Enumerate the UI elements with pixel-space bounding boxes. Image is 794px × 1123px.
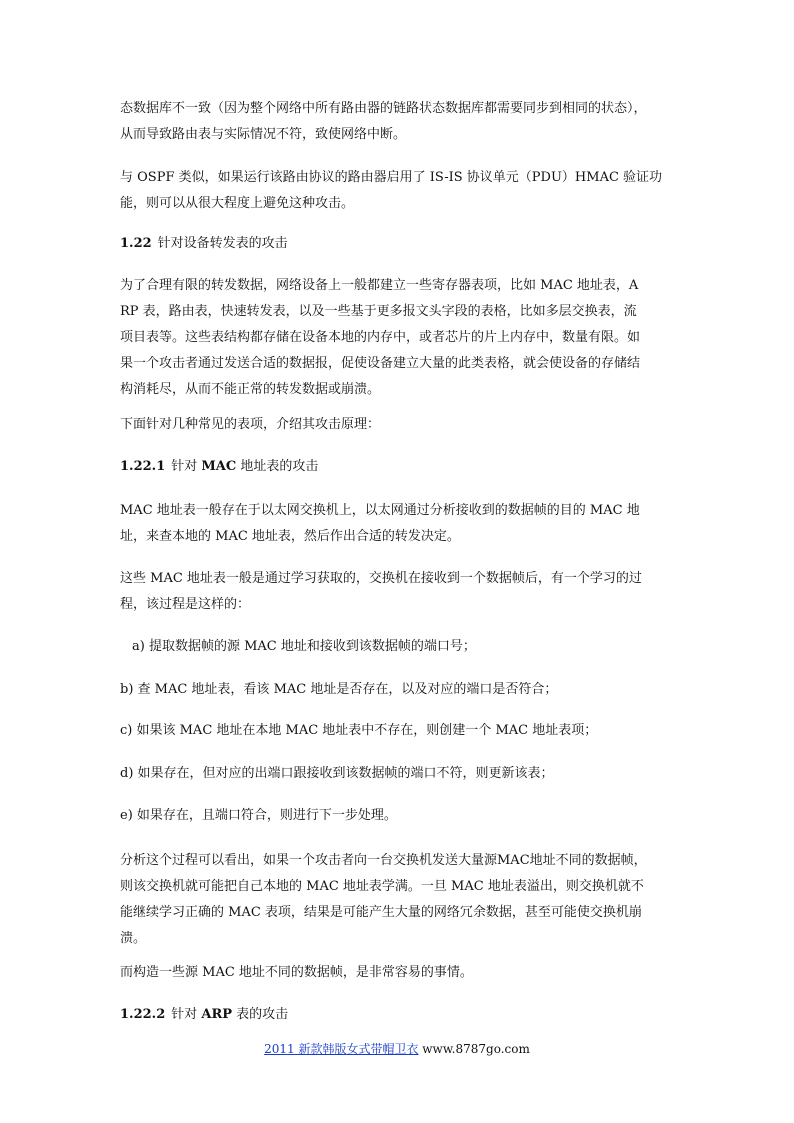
heading-number: 1.22.1 bbox=[120, 459, 166, 474]
paragraph-forwarding-tables bbox=[120, 273, 680, 403]
text-line: 从而导致路由表与实际情况不符，致使网络中断。 bbox=[120, 127, 407, 142]
paragraph-link-state-tail bbox=[120, 96, 680, 148]
text-line: 址，来查本地的 MAC 地址表，然后作出合适的转发决定。 bbox=[120, 529, 460, 544]
list-item bbox=[120, 718, 680, 744]
text-line: 下面针对几种常见的表项，介绍其攻击原理： bbox=[120, 417, 381, 432]
paragraph-mac-learning bbox=[120, 566, 680, 618]
list-item-text: d) 如果存在，但对应的出端口跟接收到该数据帧的端口不符，则更新该表； bbox=[120, 766, 554, 781]
footer-site-url: www.8787go.com bbox=[418, 1042, 530, 1056]
text-line: 程，该过程是这样的： bbox=[120, 597, 251, 612]
paragraph-easy-forgery bbox=[120, 960, 680, 986]
text-line: 果一个攻击者通过发送合适的数据报，促使设备建立大量的此类表格，就会使设备的存储结 bbox=[120, 356, 641, 371]
heading-prefix: 针对 bbox=[171, 1007, 202, 1022]
paragraph-isis-hmac bbox=[120, 165, 680, 217]
text-line: 为了合理有限的转发数据，网络设备上一般都建立一些寄存器表项，比如 MAC 地址表，A bbox=[120, 278, 639, 293]
text-line: 这些 MAC 地址表一般是通过学习获取的，交换机在接收到一个数据帧后，有一个学习的过 bbox=[120, 571, 642, 586]
section-heading-1-22 bbox=[120, 231, 680, 257]
text-line: 能继续学习正确的 MAC 表项，结果是可能产生大量的网络冗余数据，甚至可能使交换机崩 bbox=[120, 905, 642, 920]
text-line: MAC 地址表一般存在于以太网交换机上，以太网通过分析接收到的数据帧的目的 MAC 地 bbox=[120, 503, 640, 518]
paragraph-mac-flood-analysis bbox=[120, 848, 680, 952]
text-line: 态数据库不一致（因为整个网络中所有路由器的链路状态数据库都需要同步到相同的状态）， bbox=[120, 101, 647, 116]
list-item-text: e) 如果存在，且端口符合，则进行下一步处理。 bbox=[120, 808, 397, 823]
list-item bbox=[120, 761, 680, 787]
list-item-text: a) 提取数据帧的源 MAC 地址和接收到该数据帧的端口号； bbox=[132, 639, 476, 654]
text-line: RP 表，路由表，快速转发表，以及一些基于更多报文头字段的表格，比如多层交换表，流 bbox=[120, 304, 637, 319]
paragraph-mac-table bbox=[120, 498, 680, 550]
heading-keyword: ARP bbox=[201, 1007, 233, 1022]
heading-number: 1.22 bbox=[120, 236, 152, 251]
list-item-text: b) 查 MAC 地址表，看该 MAC 地址是否存在，以及对应的端口是否符合； bbox=[120, 682, 558, 697]
text-line: 溃。 bbox=[120, 931, 147, 946]
heading-suffix: 地址表的攻击 bbox=[236, 459, 319, 474]
heading-number: 1.22.2 bbox=[120, 1007, 166, 1022]
heading-title: 针对设备转发表的攻击 bbox=[157, 236, 288, 251]
text-line: 分析这个过程可以看出，如果一个攻击者向一台交换机发送大量源MAC地址不同的数据帧， bbox=[120, 853, 647, 868]
list-item-text: c) 如果该 MAC 地址在本地 MAC 地址表中不存在，则创建一个 MAC 地址表项； bbox=[120, 723, 598, 738]
list-item bbox=[120, 677, 680, 703]
section-heading-1-22-2 bbox=[120, 1002, 680, 1028]
page-footer bbox=[0, 1041, 794, 1057]
text-line: 则该交换机就可能把自己本地的 MAC 地址表学满。一旦 MAC 地址表溢出，则交换机就不 bbox=[120, 879, 644, 894]
list-item bbox=[132, 634, 692, 660]
text-line: 构消耗尽，从而不能正常的转发数据或崩溃。 bbox=[120, 382, 381, 397]
heading-prefix: 针对 bbox=[171, 459, 202, 474]
text-line: 与 OSPF 类似，如果运行该路由协议的路由器启用了 IS-IS 协议单元（PDU）HMAC 验证功 bbox=[120, 170, 663, 185]
footer-ad-link[interactable]: 2011 新款韩版女式带帽卫衣 bbox=[264, 1042, 419, 1056]
heading-keyword: MAC bbox=[201, 459, 237, 474]
text-line: 能，则可以从很大程度上避免这种攻击。 bbox=[120, 196, 355, 211]
section-heading-1-22-1 bbox=[120, 454, 680, 480]
text-line: 项目表等。这些表结构都存储在设备本地的内存中，或者芯片的片上内存中，数量有限。如 bbox=[120, 330, 641, 345]
heading-suffix: 表的攻击 bbox=[232, 1007, 289, 1022]
text-line: 而构造一些源 MAC 地址不同的数据帧，是非常容易的事情。 bbox=[120, 965, 473, 980]
list-item bbox=[120, 803, 680, 829]
paragraph-intro-common-tables bbox=[120, 412, 680, 438]
